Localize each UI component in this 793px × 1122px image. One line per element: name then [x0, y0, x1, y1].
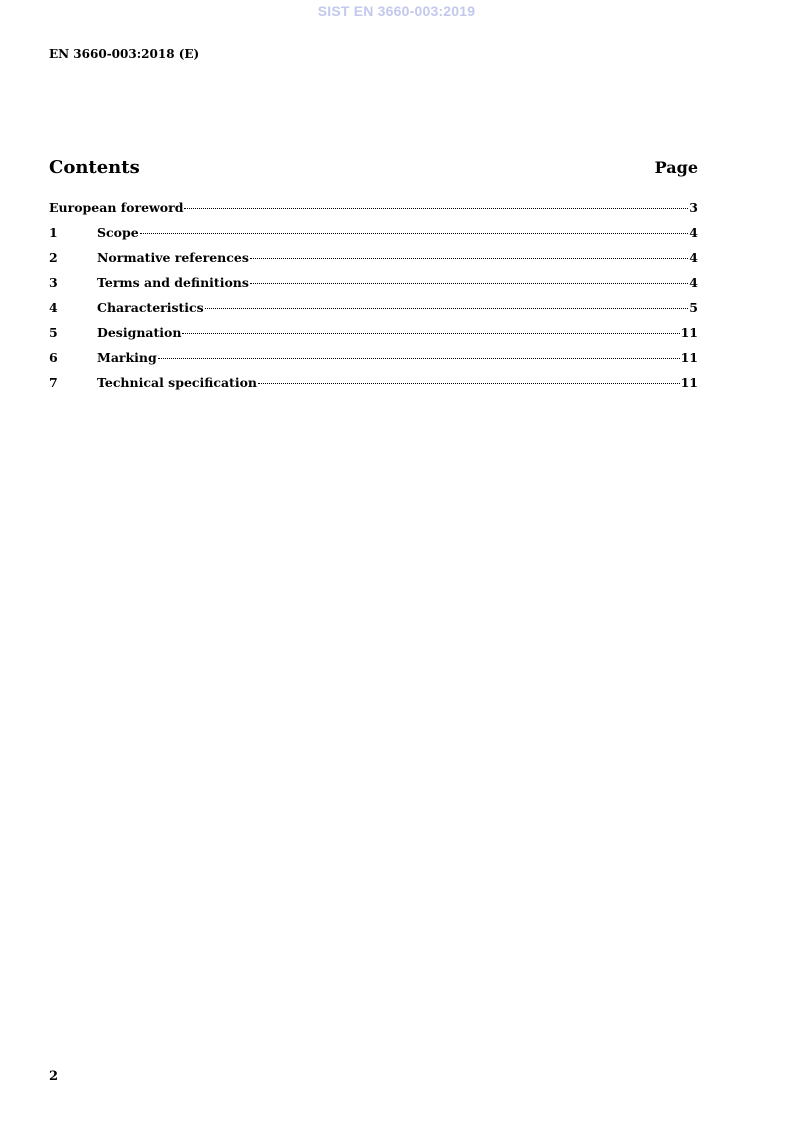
toc-entry-title: Technical specification: [97, 375, 258, 390]
toc-leader-dots: [250, 283, 688, 284]
toc-leader-dots: [250, 258, 688, 259]
toc-entry-page: 11: [680, 375, 698, 390]
toc-entry-number: 4: [49, 300, 58, 315]
toc-entry-page: 11: [680, 325, 698, 340]
document-id: EN 3660-003:2018 (E): [49, 47, 200, 61]
page-number: 2: [49, 1069, 59, 1084]
table-of-contents: [49, 200, 698, 400]
toc-entry-title: Scope: [97, 225, 139, 240]
toc-entry-title: Terms and definitions: [97, 275, 249, 290]
toc-entry-title: Marking: [97, 350, 157, 365]
toc-entry-number: 5: [49, 325, 58, 340]
toc-entry-number: 3: [49, 275, 58, 290]
toc-entry-marking[interactable]: [49, 350, 698, 375]
toc-entry-page: 11: [680, 350, 698, 365]
toc-entry-number: 6: [49, 350, 58, 365]
toc-entry-page: 5: [689, 300, 698, 315]
toc-entry-terms-and-definitions[interactable]: [49, 275, 698, 300]
toc-entry-number: 2: [49, 250, 58, 265]
toc-leader-dots: [158, 358, 680, 359]
toc-leader-dots: [205, 308, 689, 309]
toc-entry-designation[interactable]: [49, 325, 698, 350]
toc-entry-page: 3: [689, 200, 698, 215]
toc-entry-number: 7: [49, 375, 58, 390]
toc-entry-characteristics[interactable]: [49, 300, 698, 325]
page-column-label: Page: [654, 158, 698, 177]
toc-entry-number: 1: [49, 225, 58, 240]
toc-leader-dots: [140, 233, 689, 234]
toc-entry-normative-references[interactable]: [49, 250, 698, 275]
contents-title: Contents: [49, 157, 140, 178]
toc-entry-title: Normative references: [97, 250, 249, 265]
contents-header: [49, 157, 698, 178]
toc-entry-page: 4: [689, 275, 698, 290]
toc-entry-title: Designation: [97, 325, 182, 340]
toc-entry-technical-specification[interactable]: [49, 375, 698, 400]
toc-entry-foreword[interactable]: [49, 200, 698, 225]
watermark: SIST EN 3660-003:2019: [317, 3, 476, 19]
toc-leader-dots: [184, 208, 688, 209]
toc-entry-title: European foreword: [49, 200, 184, 215]
toc-entry-title: Characteristics: [97, 300, 204, 315]
toc-entry-page: 4: [689, 225, 698, 240]
toc-leader-dots: [182, 333, 679, 334]
toc-leader-dots: [258, 383, 680, 384]
toc-entry-scope[interactable]: [49, 225, 698, 250]
toc-entry-page: 4: [689, 250, 698, 265]
